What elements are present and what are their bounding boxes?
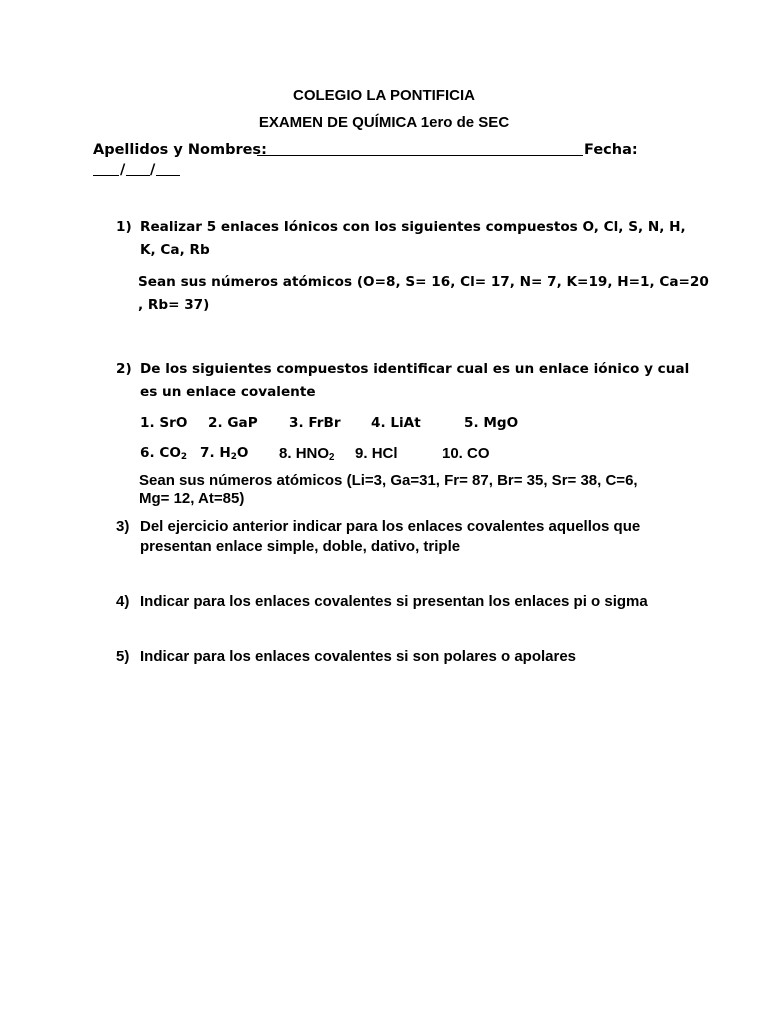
date-day-line[interactable] — [93, 175, 119, 176]
exam-title: EXAMEN DE QUÍMICA 1ero de SEC — [258, 114, 510, 131]
date-year-line[interactable] — [156, 175, 180, 176]
question-2-text: De los siguientes compuestos identificar cual es un enlace iónico y cual — [140, 361, 690, 377]
compound-item: 3. FrBr — [289, 415, 341, 431]
question-2-text-cont: es un enlace covalente — [140, 384, 316, 400]
compound-item: 1. SrO — [140, 415, 188, 431]
compound-item: 4. LiAt — [371, 415, 421, 431]
date-separator: / — [150, 162, 156, 178]
question-3-number: 3) — [116, 518, 130, 535]
question-2-note: Sean sus números atómicos (Li=3, Ga=31, Fr= 87, Br= 35, Sr= 38, C=6, — [139, 472, 638, 489]
date-label: Fecha: — [584, 142, 638, 158]
date-month-line[interactable] — [126, 175, 150, 176]
name-blank-line[interactable] — [257, 155, 583, 156]
compound-item: 10. CO — [442, 445, 490, 462]
question-1-text-cont: K, Ca, Rb — [140, 242, 210, 258]
compound-item: 8. $HNO_2$ — [279, 445, 335, 463]
name-label: Apellidos y Nombres: — [93, 142, 267, 158]
question-4-text: Indicar para los enlaces covalentes si presentan los enlaces pi o sigma — [140, 593, 648, 610]
question-3-text: Del ejercicio anterior indicar para los enlaces covalentes aquellos que — [140, 518, 641, 535]
compound-item: 6. $CO_2$ — [140, 445, 188, 462]
question-1-note-cont: , Rb= 37) — [138, 297, 210, 313]
question-1-note: Sean sus números atómicos (O=8, S= 16, Cl= 17, N= 7, K=19, H=1, Ca=20 — [138, 274, 709, 290]
compound-item: 9. HCl — [355, 445, 398, 462]
date-separator: / — [120, 162, 126, 178]
compound-item: 7. $H_2O$ — [200, 445, 249, 462]
question-5-number: 5) — [116, 648, 130, 665]
question-5-text: Indicar para los enlaces covalentes si son polares o apolares — [140, 648, 577, 665]
compound-item: 5. MgO — [464, 415, 519, 431]
question-4-number: 4) — [116, 593, 130, 610]
school-title: COLEGIO LA PONTIFICIA — [293, 87, 475, 104]
question-1-number: 1) — [116, 219, 132, 235]
compound-item: 2. GaP — [208, 415, 258, 431]
question-2-number: 2) — [116, 361, 132, 377]
question-1-text: Realizar 5 enlaces Iónicos con los siguientes compuestos O, Cl, S, N, H, — [140, 219, 686, 235]
question-2-note-cont: Mg= 12, At=85) — [139, 490, 245, 507]
question-3-text-cont: presentan enlace simple, doble, dativo, triple — [140, 538, 461, 555]
